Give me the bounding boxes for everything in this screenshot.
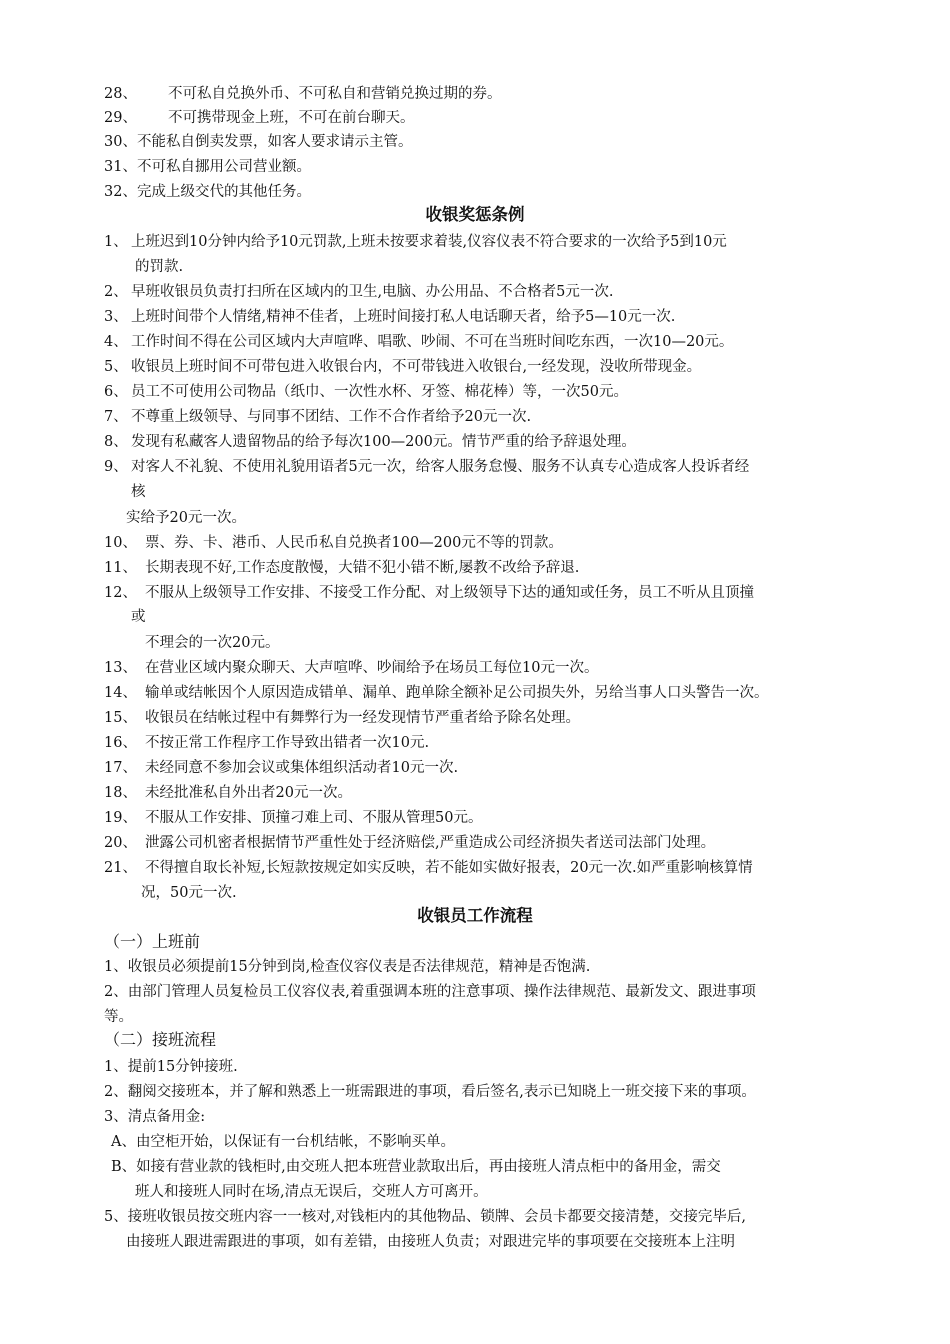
- rule-text: 未经批准私自外出者20元一次。: [145, 785, 352, 801]
- item-text: 不可私自兑换外币、不可私自和营销兑换过期的券。: [168, 86, 502, 102]
- list-item: [104, 157, 311, 177]
- procedure-line: 5、接班收银员按交班内容一一核对,对钱柜内的其他物品、锁牌、会员卡都要交接清楚，交接完毕后,: [104, 1209, 746, 1225]
- rule-item: [104, 407, 128, 427]
- item-text: 完成上级交代的其他任务。: [136, 184, 311, 200]
- rule-item: [104, 232, 128, 252]
- item-number: 5、: [104, 359, 128, 375]
- procedure-line: 由接班人跟进需跟进的事项，如有差错，由接班人负责；对跟进完毕的事项要在交接班本上注明: [126, 1234, 735, 1250]
- rule-item: [104, 683, 137, 703]
- item-number: 9、: [104, 459, 128, 475]
- procedure-line: 1、提前15分钟接班.: [104, 1059, 238, 1075]
- rule-text: 对客人不礼貌、不使用礼貌用语者5元一次，给客人服务怠慢、服务不认真专心造成客人投诉者经: [131, 459, 750, 475]
- item-number: 12、: [104, 585, 137, 601]
- rule-item: [104, 808, 137, 828]
- rule-text: 实给予20元一次。: [126, 510, 246, 526]
- rule-item: [104, 282, 128, 302]
- item-number: 32、: [104, 184, 137, 200]
- item-number: 16、: [104, 735, 137, 751]
- list-item: [104, 182, 311, 202]
- subsection-heading: （一）上班前: [104, 932, 201, 951]
- item-number: 20、: [104, 835, 137, 851]
- item-number: 30、: [104, 134, 137, 150]
- rule-item: [104, 432, 128, 452]
- rule-item: [104, 858, 137, 878]
- rule-text: 早班收银员负责打扫所在区域内的卫生,电脑、办公用品、不合格者5元一次.: [131, 284, 614, 300]
- rule-item: [104, 708, 137, 728]
- rule-text: 不服从工作安排、顶撞刁难上司、不服从管理50元。: [145, 810, 483, 826]
- rule-text: 不得擅自取长补短,长短款按规定如实反映，若不能如实做好报表，20元一次.如严重影响核算情: [145, 860, 753, 876]
- procedure-line: B、如接有营业款的钱柜时,由交班人把本班营业款取出后，再由接班人清点柜中的备用金，需交: [111, 1159, 721, 1175]
- rule-text: 发现有私藏客人遗留物品的给予每次100—200元。情节严重的给予辞退处理。: [131, 434, 636, 450]
- subsection-heading: （二）接班流程: [104, 1030, 217, 1049]
- item-number: 18、: [104, 785, 137, 801]
- rule-text: 上班时间带个人情绪,精神不佳者，上班时间接打私人电话聊天者，给予5—10元一次.: [131, 309, 676, 325]
- rule-item: [104, 833, 137, 853]
- rule-item: [104, 382, 128, 402]
- item-number: 17、: [104, 760, 137, 776]
- rule-text: 工作时间不得在公司区域内大声喧哗、唱歌、吵闹、不可在当班时间吃东西，一次10—20元。: [131, 334, 734, 350]
- procedure-line: 2、由部门管理人员复检员工仪容仪表,着重强调本班的注意事项、操作法律规范、最新发文、跟进事项: [104, 984, 756, 1000]
- rule-text: 输单或结帐因个人原因造成错单、漏单、跑单除全额补足公司损失外，另给当事人口头警告一次。: [145, 685, 769, 701]
- item-number: 2、: [104, 284, 128, 300]
- item-number: 10、: [104, 535, 137, 551]
- item-number: 19、: [104, 810, 137, 826]
- rule-text: 的罚款.: [135, 259, 184, 275]
- rule-text: 在营业区域内聚众聊天、大声喧哗、吵闹给予在场员工每位10元一次。: [145, 660, 599, 676]
- item-number: 4、: [104, 334, 128, 350]
- rule-text: 收银员上班时间不可带包进入收银台内，不可带钱进入收银台,一经发现，没收所带现金。: [131, 359, 702, 375]
- rule-item: [104, 357, 128, 377]
- item-number: 1、: [104, 234, 128, 250]
- procedure-line: 1、收银员必须提前15分钟到岗,检查仪容仪表是否法律规范，精神是否饱满.: [104, 959, 591, 975]
- rule-text: 核: [131, 484, 146, 500]
- item-number: 13、: [104, 660, 137, 676]
- rule-text: 票、券、卡、港币、人民币私自兑换者100—200元不等的罚款。: [145, 535, 563, 551]
- rule-text: 长期表现不好,工作态度散慢，大错不犯小错不断,屡教不改给予辞退.: [145, 560, 580, 576]
- list-item: [104, 84, 502, 104]
- list-item: [104, 108, 415, 128]
- rule-text: 不按正常工作程序工作导致出错者一次10元.: [145, 735, 430, 751]
- rule-text: 或: [131, 609, 146, 625]
- rule-item: [104, 783, 137, 803]
- rule-text: 况，50元一次.: [141, 885, 237, 901]
- rule-text: 未经同意不参加会议或集体组织活动者10元一次.: [145, 760, 459, 776]
- rule-item: [104, 457, 128, 477]
- rule-text: 上班迟到10分钟内给予10元罚款,上班未按要求着装,仪容仪表不符合要求的一次给予5到10元: [131, 234, 727, 250]
- procedure-line: A、由空柜开始，以保证有一台机结帐，不影响买单。: [111, 1134, 455, 1150]
- item-number: 3、: [104, 309, 128, 325]
- item-number: 29、: [104, 110, 137, 126]
- item-number: 31、: [104, 159, 137, 175]
- rule-item: [104, 658, 137, 678]
- rule-item: [104, 332, 128, 352]
- rule-item: [104, 733, 137, 753]
- item-number: 15、: [104, 710, 137, 726]
- section-title: 收银员工作流程: [417, 906, 533, 925]
- item-number: 21、: [104, 860, 137, 876]
- rule-item: [104, 558, 137, 578]
- list-item: [104, 132, 412, 152]
- procedure-line: 2、翻阅交接班本，并了解和熟悉上一班需跟进的事项，看后签名,表示已知晓上一班交接下来的事项。: [104, 1084, 756, 1100]
- item-text: 不可携带现金上班，不可在前台聊天。: [168, 110, 415, 126]
- rule-text: 不服从上级领导工作安排、不接受工作分配、对上级领导下达的通知或任务，员工不听从且顶撞: [145, 585, 754, 601]
- procedure-line: 3、清点备用金:: [104, 1109, 206, 1125]
- rule-item: [104, 758, 137, 778]
- item-number: 28、: [104, 86, 137, 102]
- rule-text: 员工不可使用公司物品（纸巾、一次性水杯、牙签、棉花棒）等，一次50元。: [131, 384, 628, 400]
- rule-text: 不尊重上级领导、与同事不团结、工作不合作者给予20元一次.: [131, 409, 532, 425]
- item-text: 不能私自倒卖发票，如客人要求请示主管。: [136, 134, 413, 150]
- rule-item: [104, 533, 137, 553]
- item-number: 14、: [104, 685, 137, 701]
- rule-text: 不理会的一次20元。: [145, 635, 280, 651]
- rule-item: [104, 307, 128, 327]
- procedure-line: 等。: [104, 1009, 133, 1025]
- item-number: 7、: [104, 409, 128, 425]
- item-number: 8、: [104, 434, 128, 450]
- item-text: 不可私自挪用公司营业额。: [136, 159, 311, 175]
- procedure-line: 班人和接班人同时在场,清点无误后，交班人方可离开。: [135, 1184, 488, 1200]
- item-number: 6、: [104, 384, 128, 400]
- rule-text: 收银员在结帐过程中有舞弊行为一经发现情节严重者给予除名处理。: [145, 710, 580, 726]
- item-number: 11、: [104, 560, 137, 576]
- rule-item: [104, 583, 137, 603]
- section-title: 收银奖惩条例: [425, 205, 525, 224]
- rule-text: 泄露公司机密者根据情节严重性处于经济赔偿,严重造成公司经济损失者送司法部门处理。: [145, 835, 716, 851]
